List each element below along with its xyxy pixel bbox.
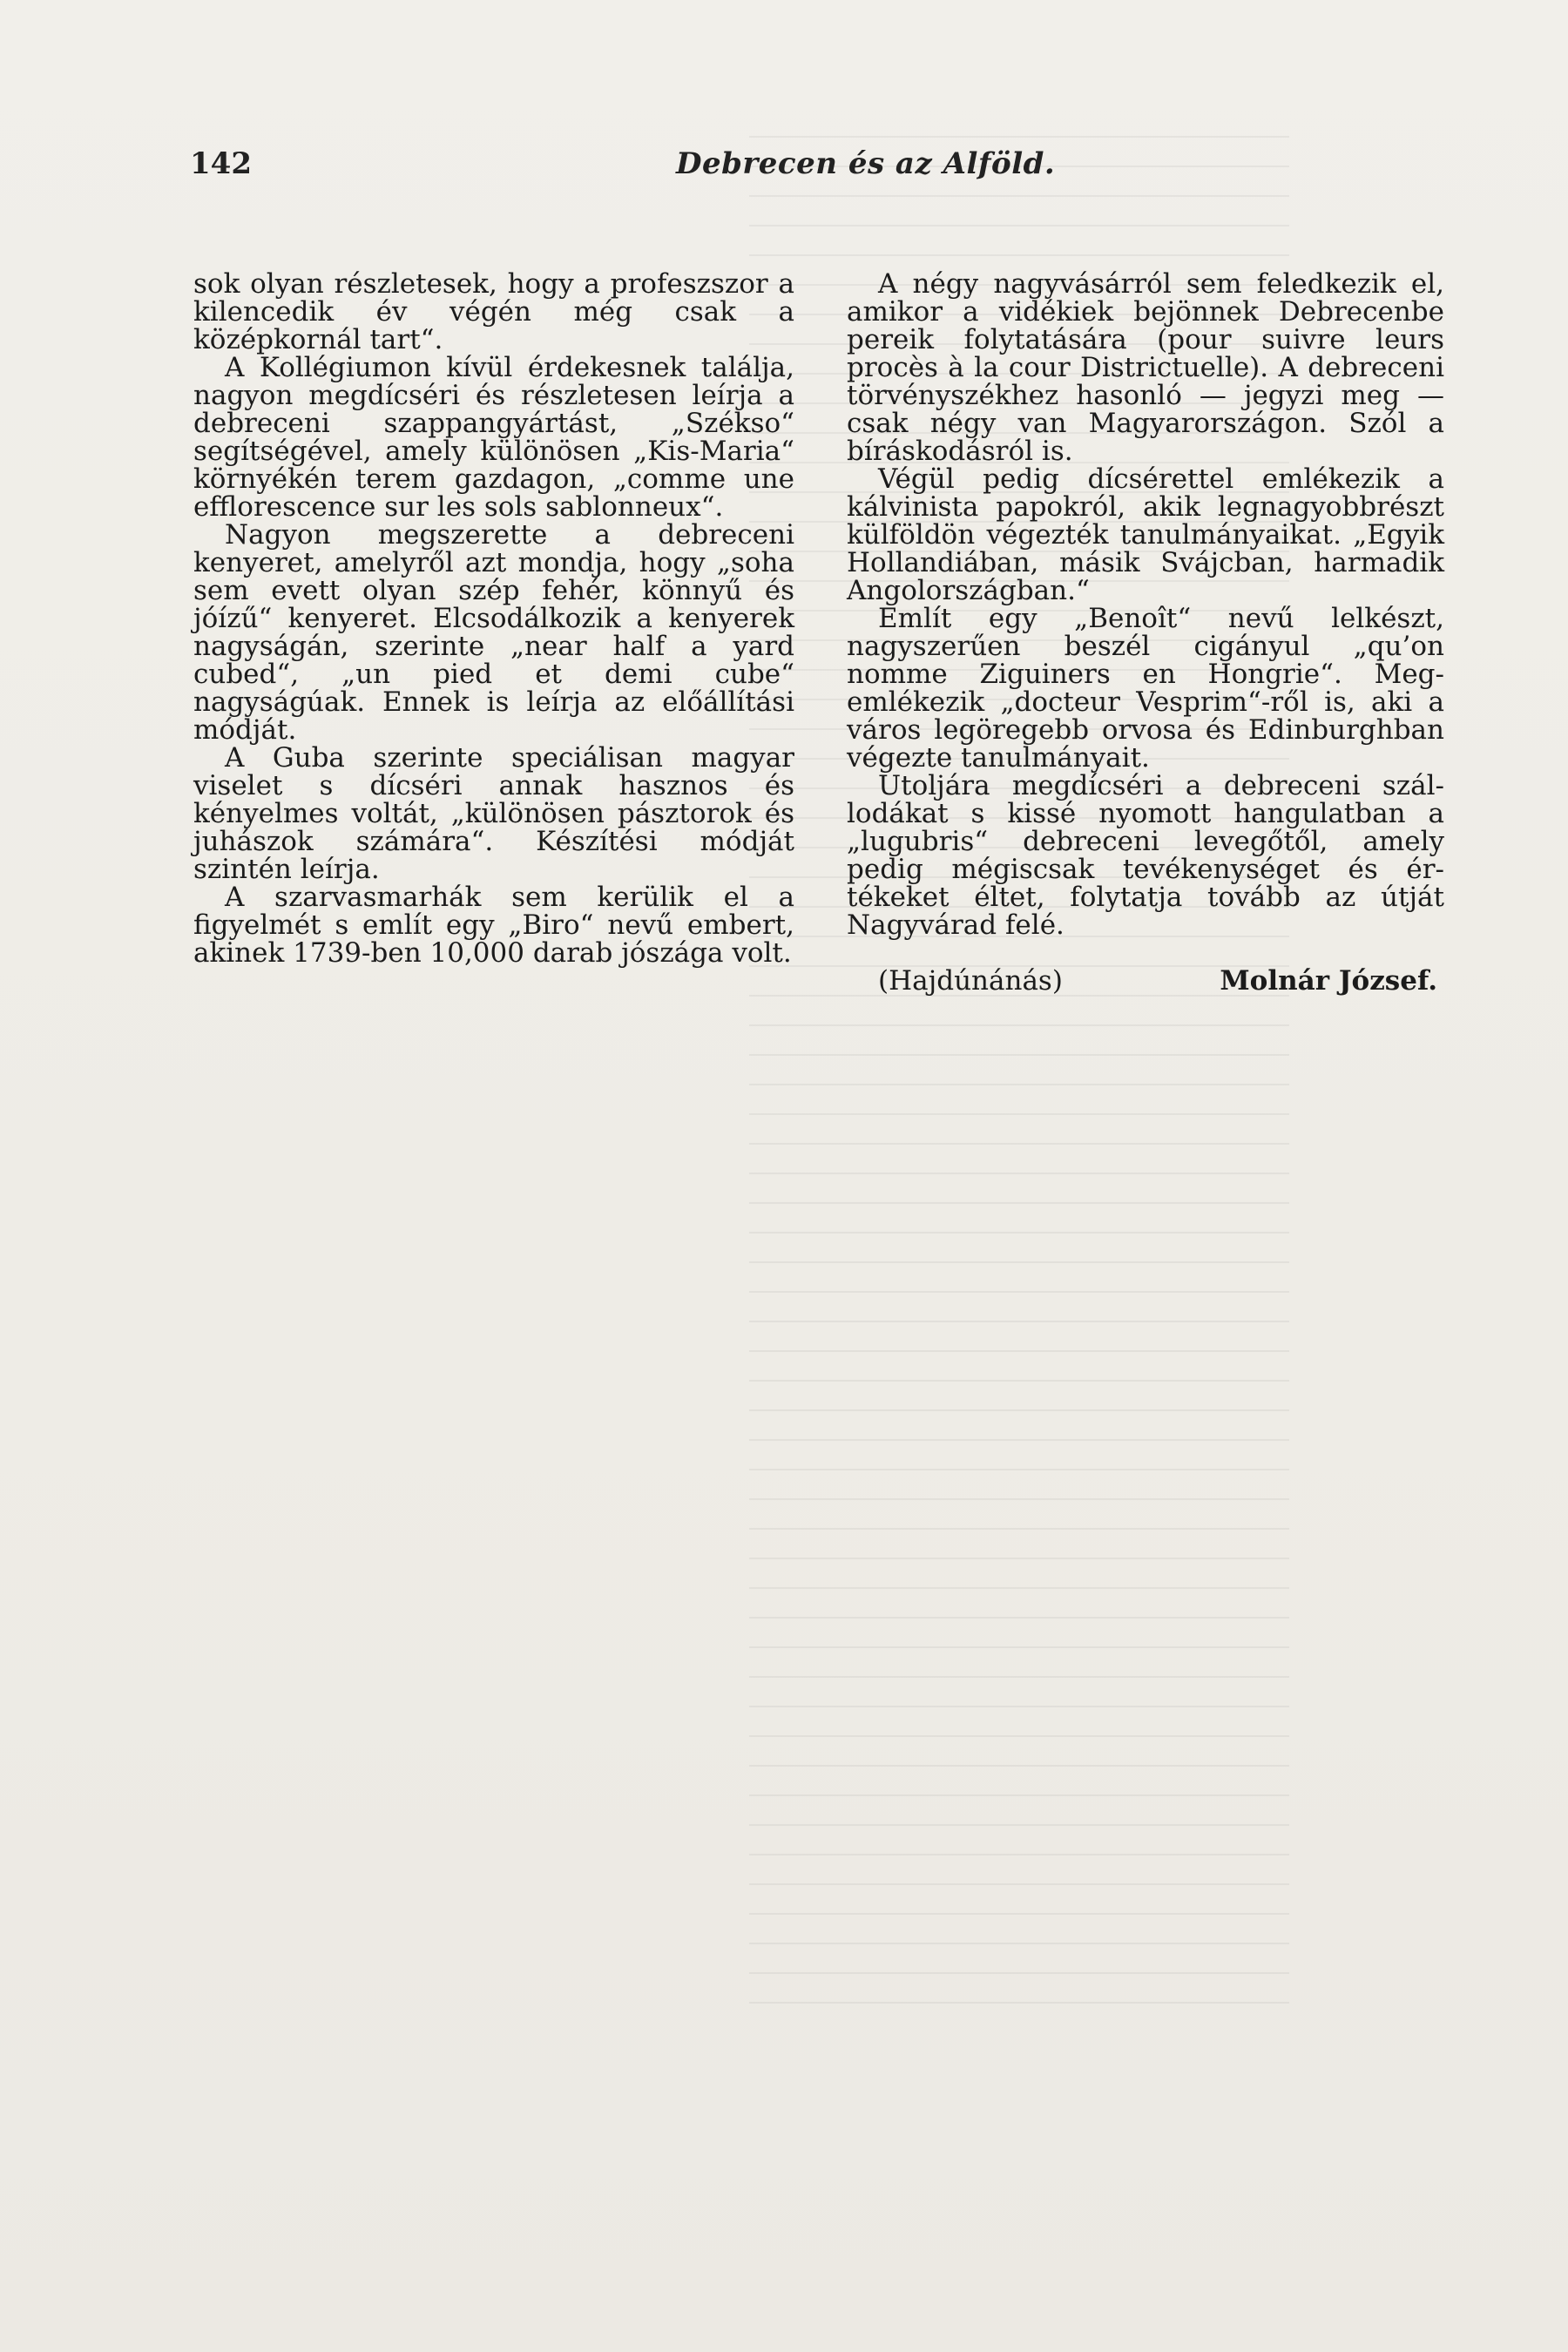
paragraph: Említ egy „Benoît“ nevű lelkészt, nagyszerűen beszél cigányul „qu’on nomme Ziguiners en Hongrie“. Megemlékezik „docteur Vesprim“-ről is, aki a város legöregebb orvosa és Edinburghban végezte tanulmányait. xyxy=(847,603,1444,774)
page-number: 142 xyxy=(190,146,252,181)
paragraph: Végül pedig dícsérettel emlékezik a kálvinista papokról, akik legnagyobbrészt külföldön végezték tanulmányaikat. „Egyik Hollandiában, másik Svájcban, harmadik Angolországban.“ xyxy=(847,463,1444,606)
right-column xyxy=(847,270,1444,995)
paragraph: A szarvasmarhák sem kerülik el a figyelmét s említ egy „Biro“ nevű embert, akinek 1739-ben 10,000 darab jószága volt. xyxy=(193,882,794,969)
paragraph: A négy nagyvásárról sem feledkezik el, amikor a vidékiek bejönnek Debrecenbe pereik folytatására (pour suivre leurs procès à la cour Districtuelle). A debreceni törvényszékhez hasonló — jegyzi meg — csak négy van Magyarországon. Szól a bíráskodásról is. xyxy=(847,268,1444,467)
signature-author: Molnár József. xyxy=(1220,965,1437,997)
paragraph: Utoljára megdícséri a debreceni szállodákat s kissé nyomott hangulatban a „lugubris“ debreceni levegőtől, amely pedig mégiscsak tevékenységet és értékeket éltet, folytatja tovább az útját Nagyvárad felé. xyxy=(847,770,1444,941)
left-column xyxy=(193,270,794,967)
signature-line xyxy=(847,967,1444,995)
page-header xyxy=(190,146,1470,190)
paragraph: sok olyan részletesek, hogy a profeszszor a kilencedik év végén még csak a középkornál tart“. xyxy=(193,268,794,355)
paragraph: A Kollégiumon kívül érdekesnek találja, nagyon megdícséri és részletesen leírja a debreceni szappangyártást, „Székso“ segítségével, amely különösen „Kis-Maria“ környékén terem gazdagon, „comme une efflorescence sur les sols sablonneux“. xyxy=(193,352,794,523)
running-head: Debrecen és az Alföld. xyxy=(676,146,1056,181)
paragraph: Nagyon megszerette a debreceni kenyeret, amelyről azt mondja, hogy „soha sem evett olyan szép fehér, könnyű és jóízű“ kenyeret. Elcsodálkozik a kenyerek nagyságán, szerinte „near half a yard cubed“, „un pied et demi cube“ nagyságúak. Ennek is leírja az előállítási módját. xyxy=(193,519,794,746)
paragraph: A Guba szerinte speciálisan magyar viselet s dícséri annak hasznos és kényelmes voltát, „különösen pásztorok és juhászok számára“. Készítési módját szintén leírja. xyxy=(193,742,794,885)
signature-place: (Hajdúnánás) xyxy=(878,965,1063,997)
